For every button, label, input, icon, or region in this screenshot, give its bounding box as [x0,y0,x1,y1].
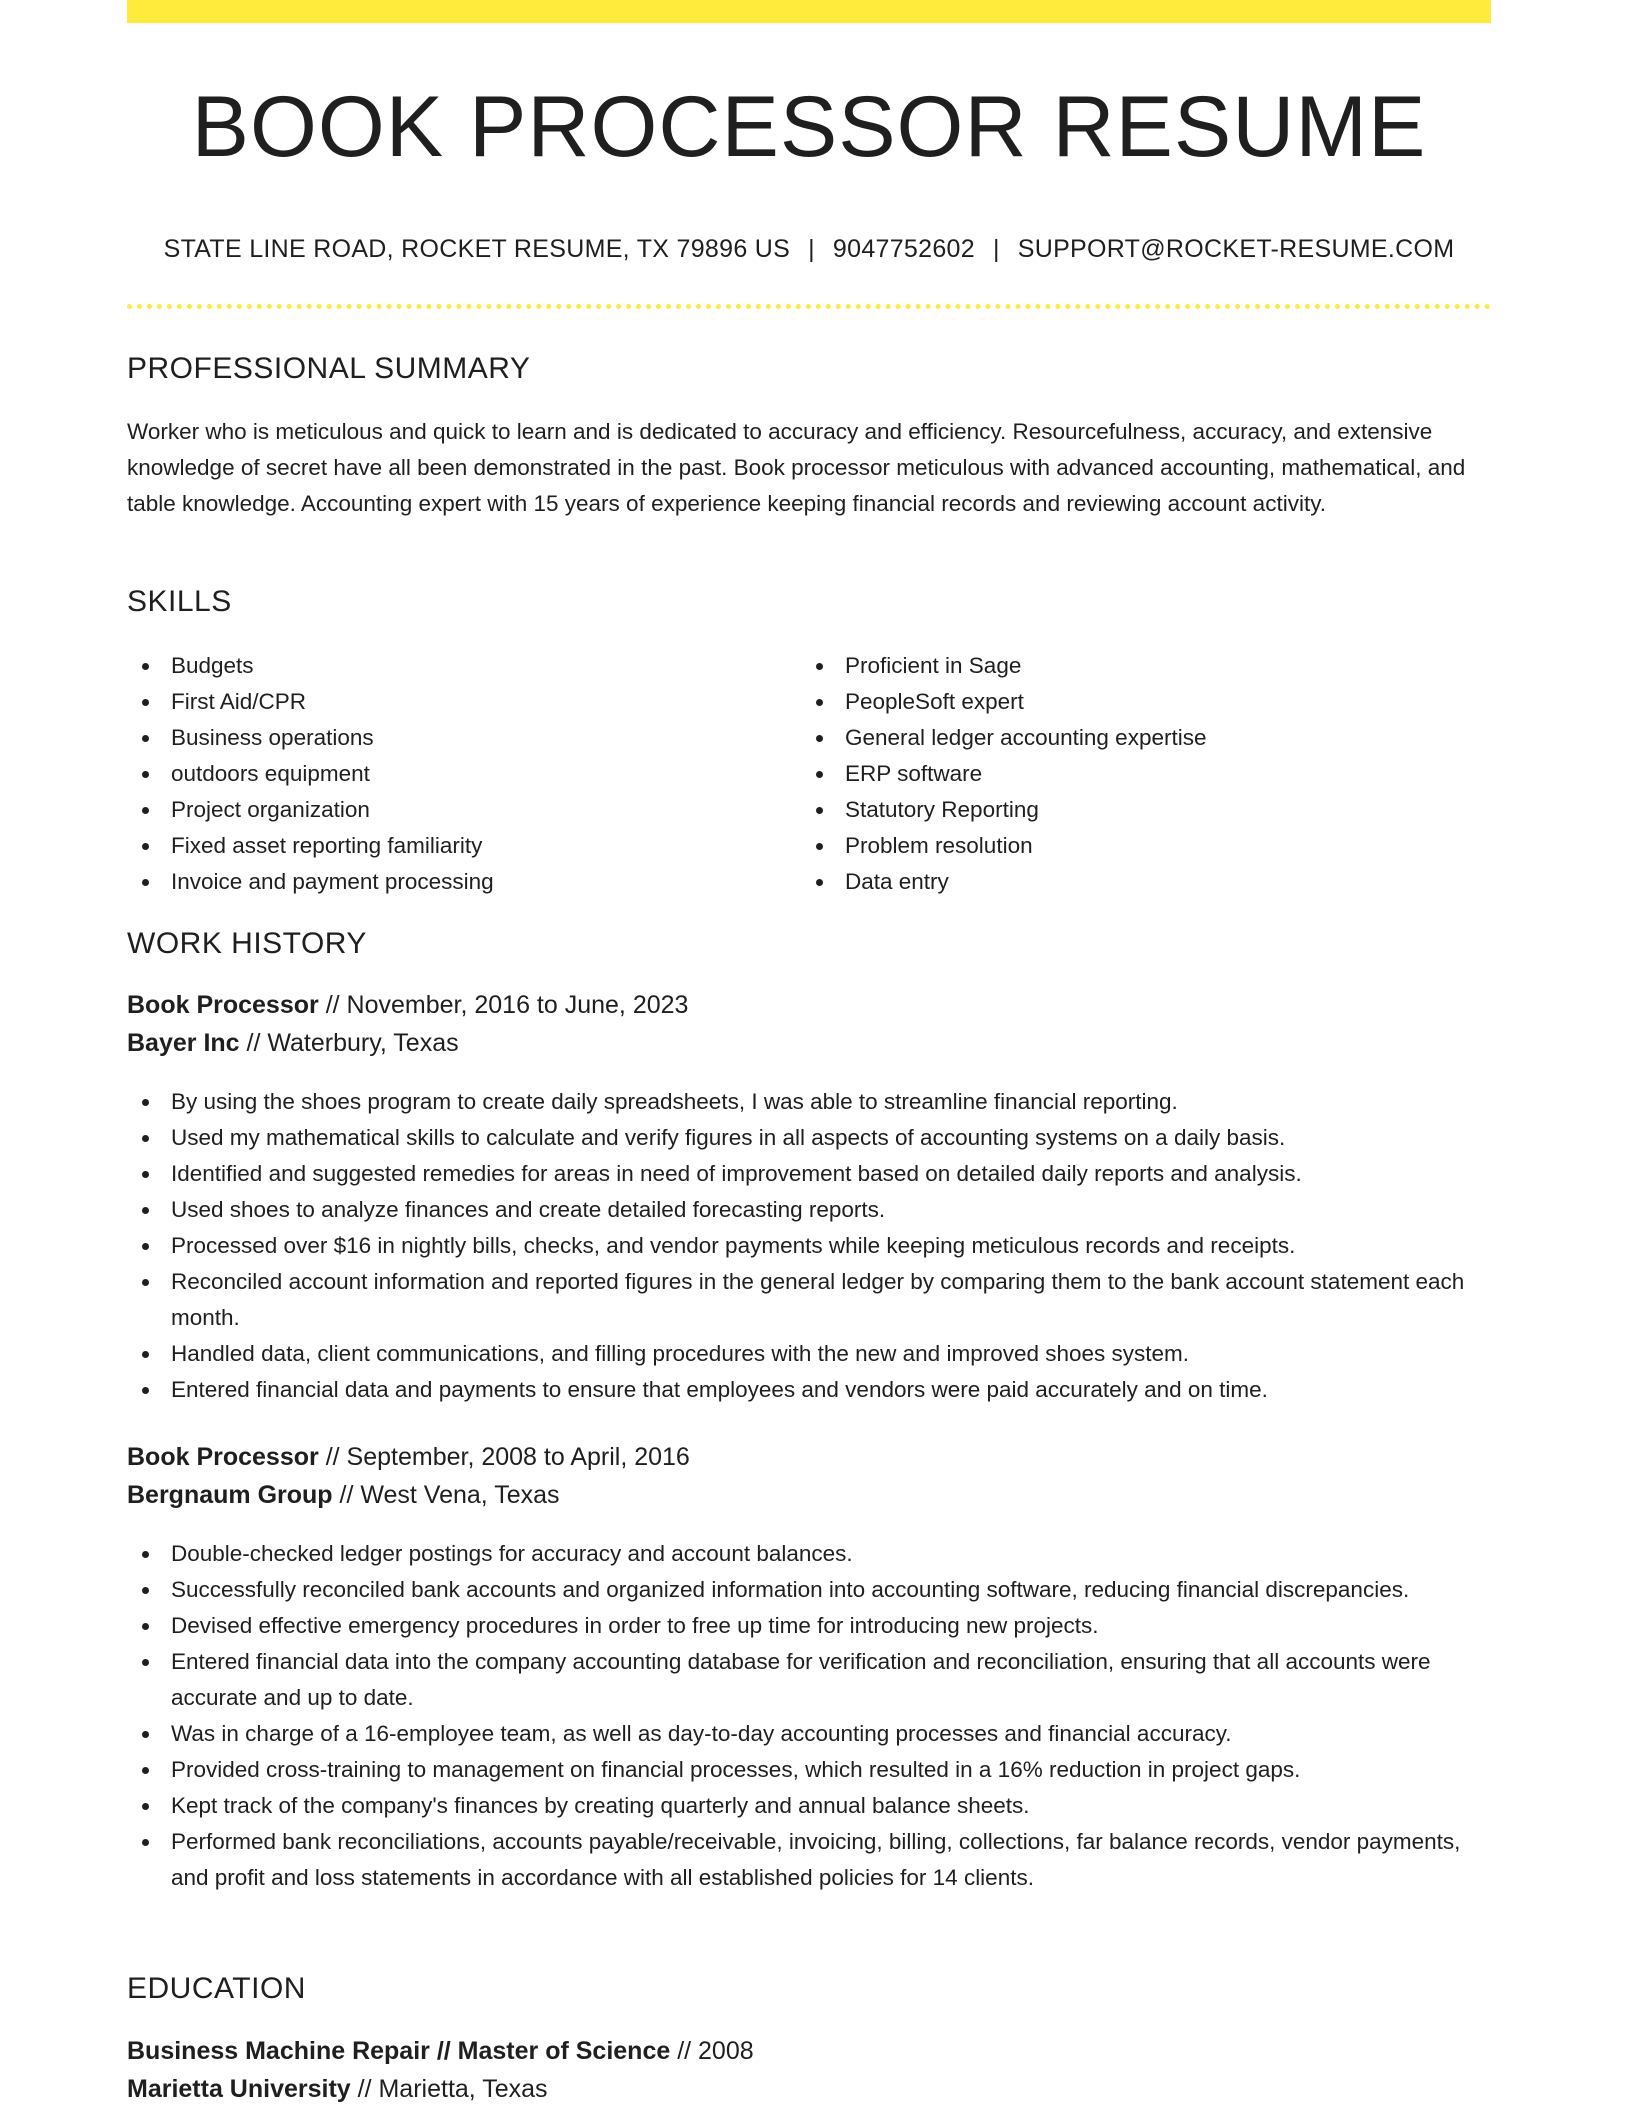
contact-phone: 9047752602 [832,235,975,263]
job-bullets [127,1536,1491,1896]
job-bullet: Reconciled account information and reported figures in the general ledger by comparing them to the bank account statement each month. [127,1264,1491,1336]
job-bullet: Devised effective emergency procedures in order to free up time for introducing new projects. [127,1608,1491,1644]
dotted-divider [127,304,1491,309]
education-degree: Business Machine Repair // Master of Science [127,2037,671,2065]
job-bullet: Double-checked ledger postings for accuracy and account balances. [127,1536,1491,1572]
contact-separator: | [808,235,815,263]
job-title-line [127,991,688,1020]
job-bullet: Entered financial data and payments to ensure that employees and vendors were paid accurately and on time. [127,1372,1491,1408]
job-bullet: Processed over $16 in nightly bills, checks, and vendor payments while keeping meticulous records and receipts. [127,1228,1491,1264]
job-dates: // September, 2008 to April, 2016 [318,1443,690,1471]
job-location: // West Vena, Texas [332,1481,560,1509]
skill-item: outdoors equipment [127,756,787,792]
education-heading: EDUCATION [127,1972,306,2005]
skill-item: Statutory Reporting [801,792,1491,828]
skill-item: Invoice and payment processing [127,864,787,900]
education-school-line [127,2075,548,2104]
education-school: Marietta University [127,2075,351,2103]
job-bullet: Performed bank reconciliations, accounts payable/receivable, invoicing, billing, collections, far balance records, vendor payments, and profit and loss statements in accordance with all established policies for 14 clients. [127,1824,1491,1896]
skills-list-left [127,648,787,900]
skills-list-right [801,648,1491,900]
job-bullet: Handled data, client communications, and filling procedures with the new and improved shoes system. [127,1336,1491,1372]
job-bullet: Used shoes to analyze finances and create detailed forecasting reports. [127,1192,1491,1228]
contact-email: SUPPORT@ROCKET-RESUME.COM [1017,235,1455,263]
job-bullet: Successfully reconciled bank accounts and organized information into accounting software, reducing financial discrepancies. [127,1572,1491,1608]
job-dates: // November, 2016 to June, 2023 [318,991,689,1019]
job-location: // Waterbury, Texas [239,1029,459,1057]
summary-text: Worker who is meticulous and quick to learn and is dedicated to accuracy and efficiency. Resourcefulness, accuracy, and extensive knowledge of secret have all been demonstrated in the past. Book processor meticulous with advanced accounting, mathematical, and table knowledge. Accounting expert with 15 years of experience keeping financial records and reviewing account activity. [127,419,1466,516]
job-company: Bergnaum Group [127,1481,333,1509]
job-bullet: Was in charge of a 16-employee team, as well as day-to-day accounting processes and financial accuracy. [127,1716,1491,1752]
job-company-line [127,1029,459,1058]
skill-item: Budgets [127,648,787,684]
skill-item: Problem resolution [801,828,1491,864]
skill-item: First Aid/CPR [127,684,787,720]
contact-address: STATE LINE ROAD, ROCKET RESUME, TX 79896 US [163,235,791,263]
skill-item: Project organization [127,792,787,828]
skill-item: PeopleSoft expert [801,684,1491,720]
job-company-line [127,1481,560,1510]
summary-heading: PROFESSIONAL SUMMARY [127,352,531,385]
job-bullet: Used my mathematical skills to calculate and verify figures in all aspects of accounting systems on a daily basis. [127,1120,1491,1156]
job-bullet: Entered financial data into the company accounting database for verification and reconciliation, ensuring that all accounts were accurate and up to date. [127,1644,1491,1716]
education-year: // 2008 [670,2037,754,2065]
contact-separator: | [992,235,1000,263]
job-title: Book Processor [127,991,319,1019]
work-history-heading: WORK HISTORY [127,927,367,960]
skill-item: Business operations [127,720,787,756]
job-bullet: Kept track of the company's finances by creating quarterly and annual balance sheets. [127,1788,1491,1824]
job-bullet: Identified and suggested remedies for areas in need of improvement based on detailed daily reports and analysis. [127,1156,1491,1192]
job-title-line [127,1443,690,1472]
contact-line [127,235,1491,264]
skill-item: Proficient in Sage [801,648,1491,684]
accent-top-bar [127,0,1491,23]
education-degree-line [127,2037,754,2066]
skill-item: ERP software [801,756,1491,792]
skills-heading: SKILLS [127,585,232,618]
skill-item: Fixed asset reporting familiarity [127,828,787,864]
skill-item: Data entry [801,864,1491,900]
job-bullet: By using the shoes program to create daily spreadsheets, I was able to streamline financial reporting. [127,1084,1491,1120]
job-title: Book Processor [127,1443,319,1471]
job-bullets [127,1084,1491,1408]
job-company: Bayer Inc [127,1029,240,1057]
job-bullet: Provided cross-training to management on financial processes, which resulted in a 16% reduction in project gaps. [127,1752,1491,1788]
education-location: // Marietta, Texas [350,2075,548,2103]
skill-item: General ledger accounting expertise [801,720,1491,756]
resume-title: BOOK PROCESSOR RESUME [191,79,1427,175]
